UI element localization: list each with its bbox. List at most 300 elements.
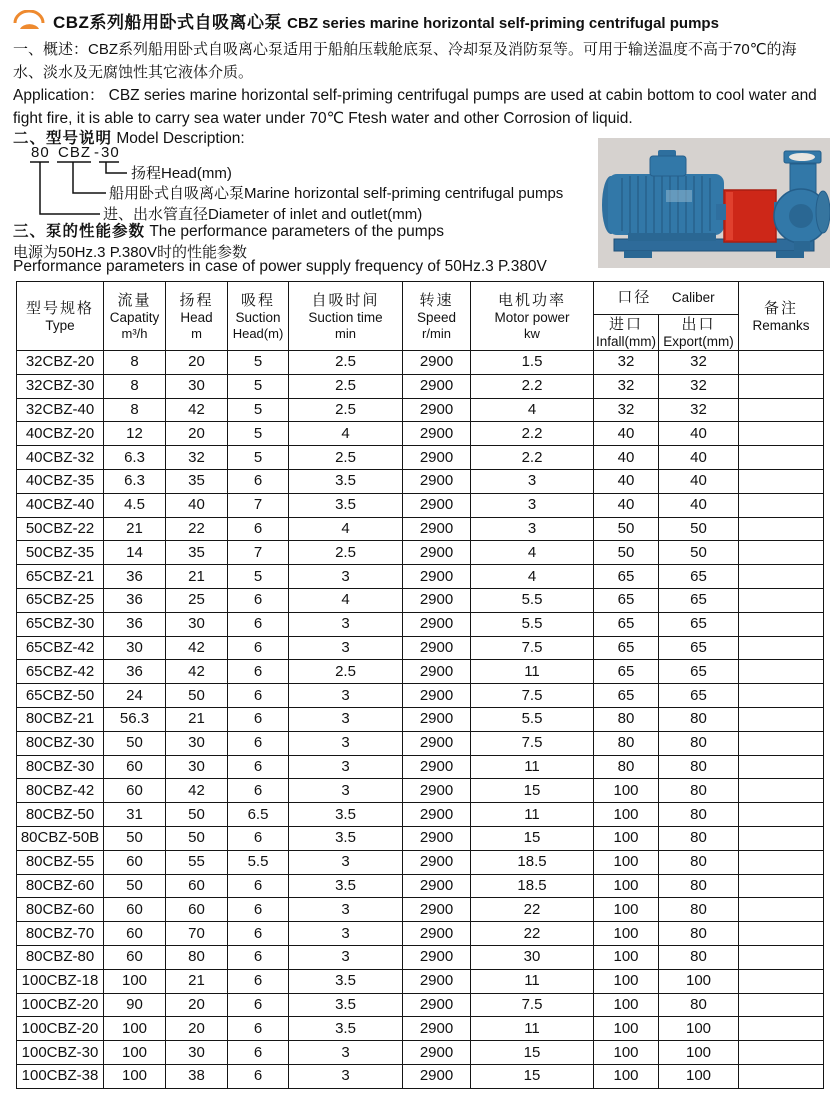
cell-head: 60 (166, 874, 228, 898)
cell-type: 32CBZ-20 (17, 351, 104, 375)
col-header-suction-head-en: Suction (235, 310, 281, 325)
cell-motor_power: 2.2 (471, 446, 594, 470)
col-header-motor-power (471, 282, 594, 351)
cell-capacity: 60 (104, 922, 166, 946)
table-row (17, 874, 824, 898)
cell-capacity: 30 (104, 636, 166, 660)
cell-remarks (739, 1041, 824, 1065)
cell-suction_time: 3 (289, 779, 403, 803)
cell-motor_power: 11 (471, 1017, 594, 1041)
col-header-inlet-cn: 进口 (608, 316, 643, 333)
table-row (17, 1064, 824, 1088)
model-code-diagram (20, 141, 620, 227)
cell-capacity: 4.5 (104, 493, 166, 517)
cell-remarks (739, 850, 824, 874)
power-supply-note-en: Performance parameters in case of power supply frequency of 50Hz.3 P.380V (13, 258, 547, 275)
table-row (17, 826, 824, 850)
brand-logo-icon (12, 10, 46, 32)
cell-motor_power: 5.5 (471, 707, 594, 731)
table-row (17, 803, 824, 827)
cell-capacity: 60 (104, 945, 166, 969)
cell-motor_power: 15 (471, 826, 594, 850)
cell-inlet: 65 (594, 684, 659, 708)
table-row (17, 469, 824, 493)
cell-outlet: 65 (659, 684, 739, 708)
cell-head: 20 (166, 422, 228, 446)
cell-motor_power: 4 (471, 565, 594, 589)
col-header-head-cn: 扬程 (179, 292, 214, 309)
cell-remarks (739, 398, 824, 422)
cell-type: 100CBZ-20 (17, 993, 104, 1017)
cell-head: 35 (166, 469, 228, 493)
cell-motor_power: 2.2 (471, 374, 594, 398)
cell-type: 40CBZ-35 (17, 469, 104, 493)
cell-head: 30 (166, 755, 228, 779)
col-header-capacity-cn: 流量 (117, 292, 152, 309)
cell-remarks (739, 541, 824, 565)
col-header-outlet (659, 315, 739, 351)
cell-remarks (739, 1064, 824, 1088)
cell-head: 50 (166, 803, 228, 827)
cell-head: 30 (166, 1041, 228, 1065)
cell-remarks (739, 588, 824, 612)
cell-suction_time: 3 (289, 755, 403, 779)
cell-inlet: 100 (594, 850, 659, 874)
cell-motor_power: 5.5 (471, 612, 594, 636)
cell-outlet: 80 (659, 826, 739, 850)
cell-head: 42 (166, 636, 228, 660)
cell-outlet: 80 (659, 755, 739, 779)
cell-speed: 2900 (403, 374, 471, 398)
cell-motor_power: 5.5 (471, 588, 594, 612)
cell-outlet: 80 (659, 779, 739, 803)
cell-speed: 2900 (403, 850, 471, 874)
pump-photo-image (598, 138, 830, 268)
cell-suction_time: 3 (289, 707, 403, 731)
cell-outlet: 50 (659, 517, 739, 541)
cell-suction_time: 4 (289, 517, 403, 541)
cell-outlet: 80 (659, 731, 739, 755)
cell-speed: 2900 (403, 565, 471, 589)
cell-type: 100CBZ-18 (17, 969, 104, 993)
cell-suction_head: 6 (228, 779, 289, 803)
cell-inlet: 80 (594, 755, 659, 779)
cell-capacity: 56.3 (104, 707, 166, 731)
cell-suction_head: 6 (228, 826, 289, 850)
cell-suction_head: 6 (228, 898, 289, 922)
cell-speed: 2900 (403, 755, 471, 779)
table-row (17, 755, 824, 779)
col-header-motor-power-unit: kw (524, 326, 540, 341)
cell-remarks (739, 612, 824, 636)
cell-speed: 2900 (403, 446, 471, 470)
cell-suction_head: 5 (228, 446, 289, 470)
cell-suction_time: 2.5 (289, 398, 403, 422)
cell-suction_head: 6 (228, 1041, 289, 1065)
cell-suction_head: 6 (228, 969, 289, 993)
cell-type: 65CBZ-42 (17, 660, 104, 684)
cell-outlet: 50 (659, 541, 739, 565)
cell-type: 32CBZ-40 (17, 398, 104, 422)
cell-outlet: 80 (659, 898, 739, 922)
cell-suction_head: 6 (228, 660, 289, 684)
col-header-head-en: Head (180, 310, 213, 325)
col-header-motor-power-cn: 电机功率 (497, 292, 566, 309)
cell-head: 30 (166, 731, 228, 755)
cell-remarks (739, 517, 824, 541)
cell-head: 42 (166, 779, 228, 803)
cell-speed: 2900 (403, 803, 471, 827)
cell-speed: 2900 (403, 779, 471, 803)
cell-capacity: 8 (104, 351, 166, 375)
cell-motor_power: 7.5 (471, 684, 594, 708)
table-row (17, 374, 824, 398)
cell-type: 80CBZ-50 (17, 803, 104, 827)
cell-suction_head: 6 (228, 1064, 289, 1088)
cell-inlet: 100 (594, 874, 659, 898)
cell-head: 25 (166, 588, 228, 612)
table-row (17, 707, 824, 731)
cell-head: 22 (166, 517, 228, 541)
col-header-remarks (739, 282, 824, 351)
cell-head: 42 (166, 398, 228, 422)
cell-head: 21 (166, 565, 228, 589)
cell-capacity: 60 (104, 755, 166, 779)
cell-inlet: 50 (594, 517, 659, 541)
col-header-speed-unit: r/min (422, 326, 451, 341)
col-header-suction-head-unit: Head(m) (232, 326, 284, 341)
section-heading-model-cn: 二、型号说明 (13, 130, 113, 147)
cell-inlet: 100 (594, 969, 659, 993)
cell-suction_time: 3 (289, 898, 403, 922)
cell-inlet: 32 (594, 374, 659, 398)
cell-speed: 2900 (403, 612, 471, 636)
cell-type: 80CBZ-70 (17, 922, 104, 946)
table-row (17, 517, 824, 541)
cell-inlet: 100 (594, 1064, 659, 1088)
col-header-suction-time-cn: 自吸时间 (311, 292, 380, 309)
cell-head: 30 (166, 612, 228, 636)
cell-suction_head: 6 (228, 517, 289, 541)
cell-type: 100CBZ-20 (17, 1017, 104, 1041)
cell-remarks (739, 446, 824, 470)
model-code-dash: - (94, 144, 100, 161)
cell-remarks (739, 636, 824, 660)
table-row (17, 850, 824, 874)
cell-motor_power: 7.5 (471, 993, 594, 1017)
cell-head: 32 (166, 446, 228, 470)
cell-suction_time: 3.5 (289, 826, 403, 850)
col-header-capacity (104, 282, 166, 351)
cell-speed: 2900 (403, 826, 471, 850)
cell-inlet: 40 (594, 469, 659, 493)
model-code-head: 30 (101, 144, 120, 161)
cell-suction_head: 6 (228, 707, 289, 731)
cell-remarks (739, 707, 824, 731)
overview-paragraph-en: Application： CBZ series marine horizontal self-priming centrifugal pumps are used at cabin bottom to cool water and fight fire, it is able to carry sea water under 70℃ Ftesh water and other Corrosion of liquid. (13, 87, 817, 127)
cell-motor_power: 18.5 (471, 874, 594, 898)
cell-type: 40CBZ-20 (17, 422, 104, 446)
cell-remarks (739, 660, 824, 684)
col-header-capacity-unit: m³/h (121, 326, 148, 341)
table-row (17, 446, 824, 470)
power-supply-note-cn: 电源为50Hz.3 P.380V时的性能参数 (13, 244, 247, 261)
page-title-cn: CBZ系列船用卧式自吸离心泵 (53, 13, 282, 32)
cell-suction_head: 5 (228, 422, 289, 446)
cell-speed: 2900 (403, 660, 471, 684)
table-row (17, 588, 824, 612)
cell-type: 65CBZ-21 (17, 565, 104, 589)
cell-suction_time: 3.5 (289, 469, 403, 493)
cell-speed: 2900 (403, 922, 471, 946)
cell-suction_time: 3 (289, 1064, 403, 1088)
cell-suction_time: 4 (289, 588, 403, 612)
cell-capacity: 36 (104, 588, 166, 612)
col-header-type (17, 282, 104, 351)
cell-remarks (739, 922, 824, 946)
col-header-type-en: Type (45, 317, 75, 333)
cell-motor_power: 1.5 (471, 351, 594, 375)
cell-motor_power: 11 (471, 660, 594, 684)
table-row (17, 422, 824, 446)
cell-type: 65CBZ-25 (17, 588, 104, 612)
cell-remarks (739, 898, 824, 922)
section-heading-model-en: Model Description: (116, 130, 245, 147)
cell-speed: 2900 (403, 731, 471, 755)
cell-capacity: 36 (104, 660, 166, 684)
cell-head: 35 (166, 541, 228, 565)
cell-type: 80CBZ-50B (17, 826, 104, 850)
cell-motor_power: 3 (471, 493, 594, 517)
cell-suction_head: 6 (228, 588, 289, 612)
page-title (53, 8, 719, 33)
diagram-label-head: 扬程Head(mm) (131, 165, 232, 182)
cell-inlet: 100 (594, 993, 659, 1017)
cell-speed: 2900 (403, 588, 471, 612)
cell-suction_time: 3 (289, 612, 403, 636)
cell-suction_head: 7 (228, 541, 289, 565)
cell-suction_time: 3.5 (289, 493, 403, 517)
cell-remarks (739, 755, 824, 779)
cell-type: 80CBZ-55 (17, 850, 104, 874)
cell-suction_time: 3.5 (289, 1017, 403, 1041)
cell-speed: 2900 (403, 351, 471, 375)
cell-inlet: 32 (594, 398, 659, 422)
cell-suction_head: 6 (228, 945, 289, 969)
cell-capacity: 14 (104, 541, 166, 565)
diagram-label-inlet: 进、出水管直径Diameter of inlet and outlet(mm) (103, 206, 423, 223)
cell-inlet: 65 (594, 588, 659, 612)
table-row (17, 398, 824, 422)
col-header-inlet-en: Infall(mm) (596, 334, 656, 349)
cell-remarks (739, 565, 824, 589)
cell-motor_power: 11 (471, 755, 594, 779)
cell-speed: 2900 (403, 707, 471, 731)
col-header-caliber-cn: 口径 (617, 289, 652, 306)
cell-capacity: 100 (104, 1017, 166, 1041)
cell-suction_head: 6 (228, 993, 289, 1017)
table-header (17, 282, 824, 351)
cell-capacity: 50 (104, 731, 166, 755)
cell-inlet: 32 (594, 351, 659, 375)
col-header-inlet (594, 315, 659, 351)
cell-suction_time: 3 (289, 945, 403, 969)
cell-suction_head: 5 (228, 351, 289, 375)
cell-head: 38 (166, 1064, 228, 1088)
cell-capacity: 60 (104, 779, 166, 803)
cell-suction_head: 7 (228, 493, 289, 517)
cell-outlet: 40 (659, 422, 739, 446)
col-header-suction-head (228, 282, 289, 351)
cell-motor_power: 11 (471, 969, 594, 993)
cell-capacity: 60 (104, 898, 166, 922)
cell-type: 80CBZ-80 (17, 945, 104, 969)
cell-type: 40CBZ-32 (17, 446, 104, 470)
cell-type: 50CBZ-35 (17, 541, 104, 565)
cell-motor_power: 22 (471, 898, 594, 922)
cell-capacity: 8 (104, 398, 166, 422)
cell-outlet: 100 (659, 1017, 739, 1041)
cell-type: 100CBZ-30 (17, 1041, 104, 1065)
cell-inlet: 100 (594, 945, 659, 969)
cell-motor_power: 11 (471, 803, 594, 827)
cell-type: 80CBZ-42 (17, 779, 104, 803)
cell-inlet: 65 (594, 636, 659, 660)
col-header-outlet-cn: 出口 (681, 316, 716, 333)
cell-suction_time: 3 (289, 850, 403, 874)
cell-remarks (739, 469, 824, 493)
cell-head: 55 (166, 850, 228, 874)
cell-motor_power: 7.5 (471, 636, 594, 660)
cell-inlet: 65 (594, 565, 659, 589)
cell-suction_head: 5 (228, 565, 289, 589)
cell-speed: 2900 (403, 398, 471, 422)
cell-motor_power: 4 (471, 541, 594, 565)
cell-type: 80CBZ-21 (17, 707, 104, 731)
cell-inlet: 50 (594, 541, 659, 565)
cell-type: 65CBZ-50 (17, 684, 104, 708)
cell-suction_head: 6 (228, 612, 289, 636)
section-heading-performance-cn: 三、泵的性能参数 (13, 223, 146, 240)
col-header-capacity-en: Capatity (109, 310, 160, 325)
col-header-head-unit: m (191, 326, 202, 341)
cell-motor_power: 15 (471, 1041, 594, 1065)
cell-suction_time: 3 (289, 1041, 403, 1065)
cell-remarks (739, 374, 824, 398)
cell-suction_head: 5 (228, 374, 289, 398)
cell-remarks (739, 731, 824, 755)
table-row (17, 945, 824, 969)
cell-inlet: 65 (594, 612, 659, 636)
cell-suction_time: 3 (289, 684, 403, 708)
cell-speed: 2900 (403, 898, 471, 922)
cell-suction_time: 4 (289, 422, 403, 446)
cell-inlet: 100 (594, 922, 659, 946)
cell-remarks (739, 351, 824, 375)
cell-type: 100CBZ-38 (17, 1064, 104, 1088)
cell-remarks (739, 1017, 824, 1041)
cell-suction_time: 3 (289, 565, 403, 589)
cell-motor_power: 3 (471, 469, 594, 493)
table-row (17, 1041, 824, 1065)
table-row (17, 1017, 824, 1041)
cell-suction_head: 6 (228, 469, 289, 493)
cell-inlet: 40 (594, 422, 659, 446)
cell-speed: 2900 (403, 945, 471, 969)
section-heading-performance (13, 219, 444, 241)
cell-suction_head: 5 (228, 398, 289, 422)
cell-motor_power: 2.2 (471, 422, 594, 446)
cell-suction_head: 6 (228, 684, 289, 708)
cell-capacity: 50 (104, 874, 166, 898)
cell-remarks (739, 493, 824, 517)
col-header-suction-head-cn: 吸程 (240, 292, 275, 309)
cell-inlet: 100 (594, 803, 659, 827)
cell-capacity: 100 (104, 969, 166, 993)
cell-inlet: 100 (594, 898, 659, 922)
cell-motor_power: 15 (471, 779, 594, 803)
col-header-caliber-group (594, 282, 739, 315)
cell-type: 80CBZ-60 (17, 874, 104, 898)
col-header-suction-time (289, 282, 403, 351)
cell-suction_time: 3 (289, 731, 403, 755)
cell-suction_time: 3.5 (289, 803, 403, 827)
cell-capacity: 36 (104, 565, 166, 589)
table-row (17, 731, 824, 755)
cell-remarks (739, 779, 824, 803)
cell-suction_head: 6 (228, 922, 289, 946)
cell-suction_head: 6 (228, 874, 289, 898)
cell-speed: 2900 (403, 969, 471, 993)
cell-suction_head: 6 (228, 1017, 289, 1041)
cell-inlet: 100 (594, 779, 659, 803)
cell-head: 21 (166, 707, 228, 731)
cell-capacity: 21 (104, 517, 166, 541)
cell-head: 60 (166, 898, 228, 922)
cell-capacity: 100 (104, 1064, 166, 1088)
cell-type: 80CBZ-60 (17, 898, 104, 922)
cell-type: 65CBZ-30 (17, 612, 104, 636)
col-header-head (166, 282, 228, 351)
cell-outlet: 65 (659, 636, 739, 660)
cell-outlet: 100 (659, 1064, 739, 1088)
model-code-inlet: 80 (31, 144, 50, 161)
cell-remarks (739, 874, 824, 898)
cell-outlet: 65 (659, 588, 739, 612)
diagram-label-series: 船用卧式自吸离心泵Marine horizontal self-priming centrifugal pumps (109, 185, 564, 202)
table-row (17, 351, 824, 375)
cell-outlet: 32 (659, 351, 739, 375)
cell-suction_head: 6 (228, 755, 289, 779)
col-header-caliber-en: Caliber (671, 290, 715, 305)
cell-outlet: 65 (659, 660, 739, 684)
cell-motor_power: 30 (471, 945, 594, 969)
table-row (17, 612, 824, 636)
cell-speed: 2900 (403, 422, 471, 446)
cell-capacity: 100 (104, 1041, 166, 1065)
cell-speed: 2900 (403, 1064, 471, 1088)
cell-motor_power: 3 (471, 517, 594, 541)
cell-capacity: 90 (104, 993, 166, 1017)
col-header-speed (403, 282, 471, 351)
model-code-series: CBZ (58, 144, 91, 161)
cell-remarks (739, 993, 824, 1017)
cell-head: 50 (166, 684, 228, 708)
cell-speed: 2900 (403, 1017, 471, 1041)
cell-capacity: 24 (104, 684, 166, 708)
cell-inlet: 40 (594, 493, 659, 517)
cell-speed: 2900 (403, 469, 471, 493)
